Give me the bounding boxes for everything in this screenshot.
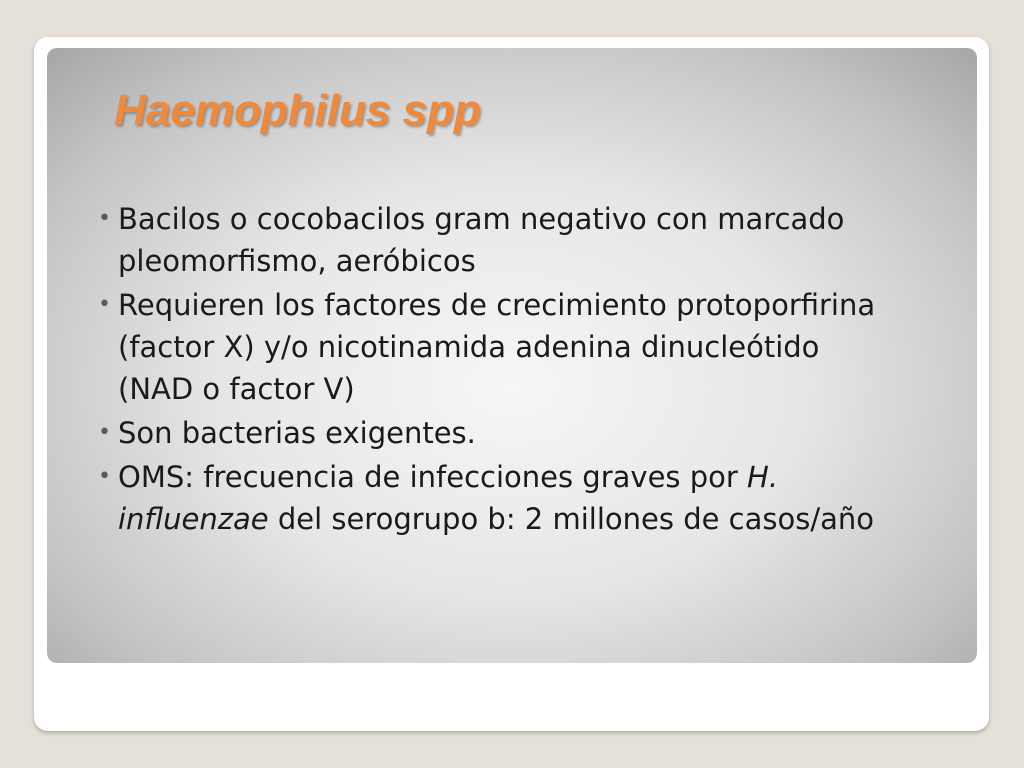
bullet-dot-icon: • bbox=[98, 206, 111, 231]
bullet-text-part: OMS: frecuencia de infecciones graves por bbox=[118, 460, 748, 494]
bullet-text: Requieren los factores de crecimiento protoporfirina (factor X) y/o nicotinamida adenina dinucleótido (NAD o factor V) bbox=[118, 288, 876, 406]
bullet-dot-icon: • bbox=[98, 292, 111, 317]
bullet-item bbox=[98, 284, 898, 410]
bullet-text: Bacilos o cocobacilos gram negativo con marcado pleomorfismo, aeróbicos bbox=[118, 202, 845, 278]
species-name: H. influenzae bbox=[118, 460, 779, 536]
bullet-item bbox=[98, 456, 898, 540]
bullet-item bbox=[98, 412, 898, 454]
slide-title: Haemophilus spp bbox=[114, 86, 481, 135]
bullet-text: Son bacterias exigentes. bbox=[118, 416, 476, 450]
bullet-text-part: del serogrupo b: 2 millones de casos/año bbox=[268, 502, 874, 536]
bullet-item bbox=[98, 198, 898, 282]
bullet-list bbox=[98, 198, 898, 542]
bullet-dot-icon: • bbox=[98, 420, 111, 445]
bullet-dot-icon: • bbox=[98, 464, 111, 489]
